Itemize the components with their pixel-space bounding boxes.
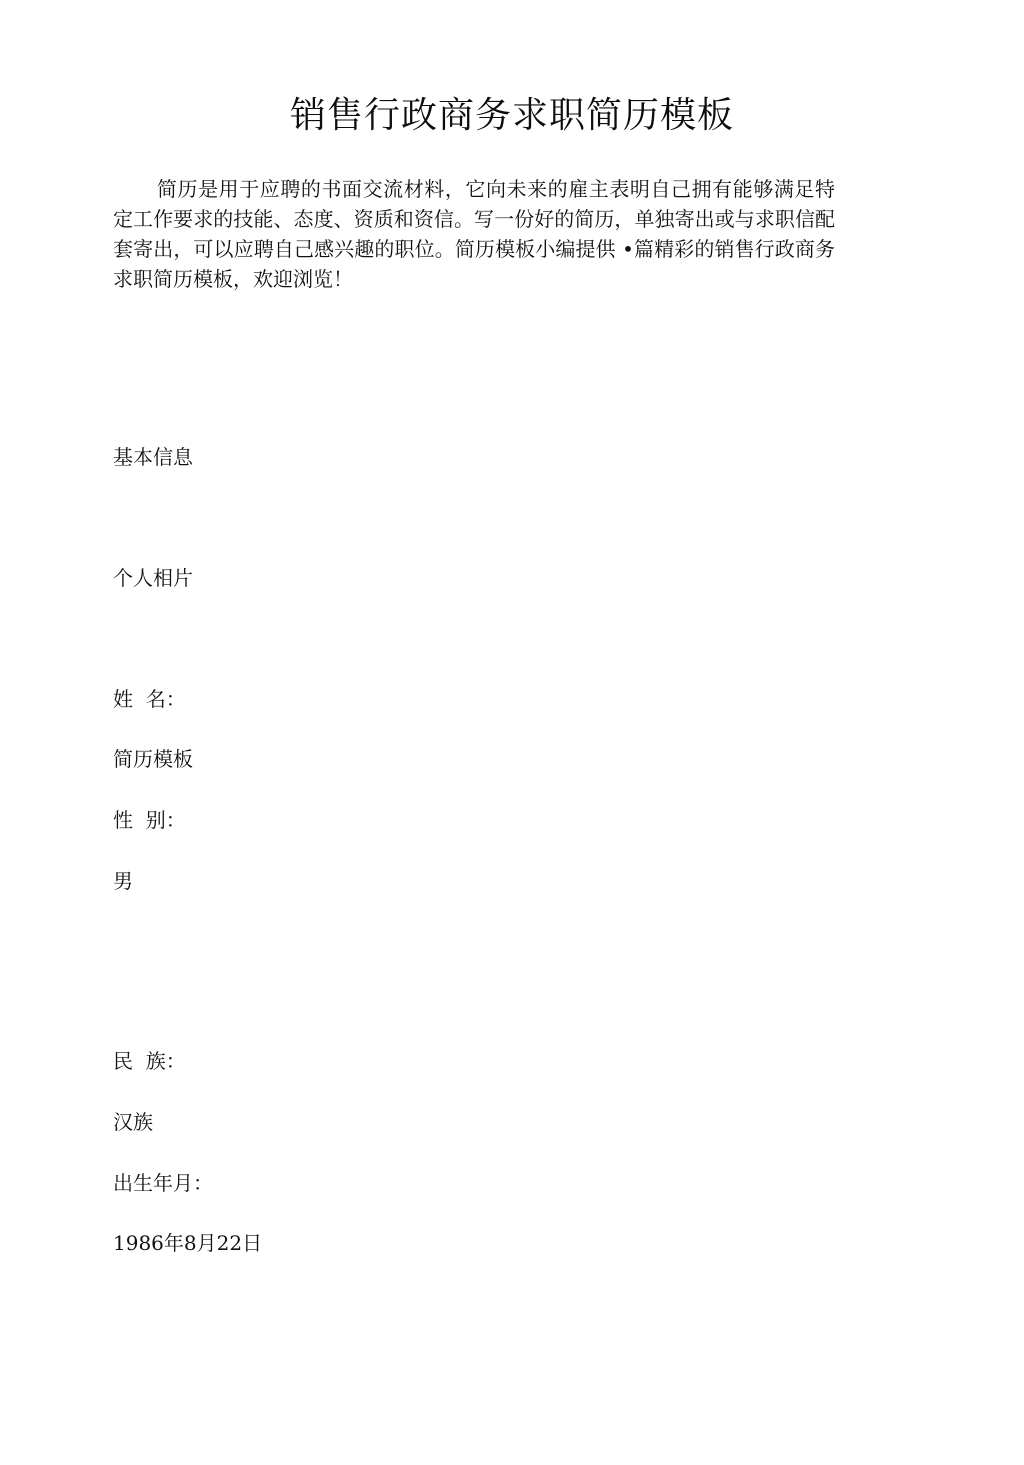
ethnicity-value: 汉族 [113, 1110, 153, 1134]
ethnicity-label: 民 族： [113, 1049, 186, 1073]
personal-photo-label: 个人相片 [113, 566, 193, 590]
birth-date-value: 1986年8月22日 [113, 1231, 263, 1255]
birth-date-label: 出生年月： [113, 1171, 213, 1195]
gender-value: 男 [113, 869, 133, 893]
basic-info-heading: 基本信息 [113, 445, 193, 469]
name-value: 简历模板 [113, 747, 193, 771]
intro-paragraph: 简历是用于应聘的书面交流材料，它向未来的雇主表明自己拥有能够满足特定工作要求的技能、态度、资质和资信。写一份好的简历，单独寄出或与求职信配套寄出，可以应聘自己感兴趣的职位。简历模板小编提供 •篇精彩的销售行政商务求职简历模板，欢迎浏览！ [113, 177, 835, 291]
name-label: 姓 名： [113, 687, 186, 711]
gender-label: 性 别： [113, 808, 186, 832]
page-title: 销售行政商务求职简历模板 [289, 95, 734, 136]
